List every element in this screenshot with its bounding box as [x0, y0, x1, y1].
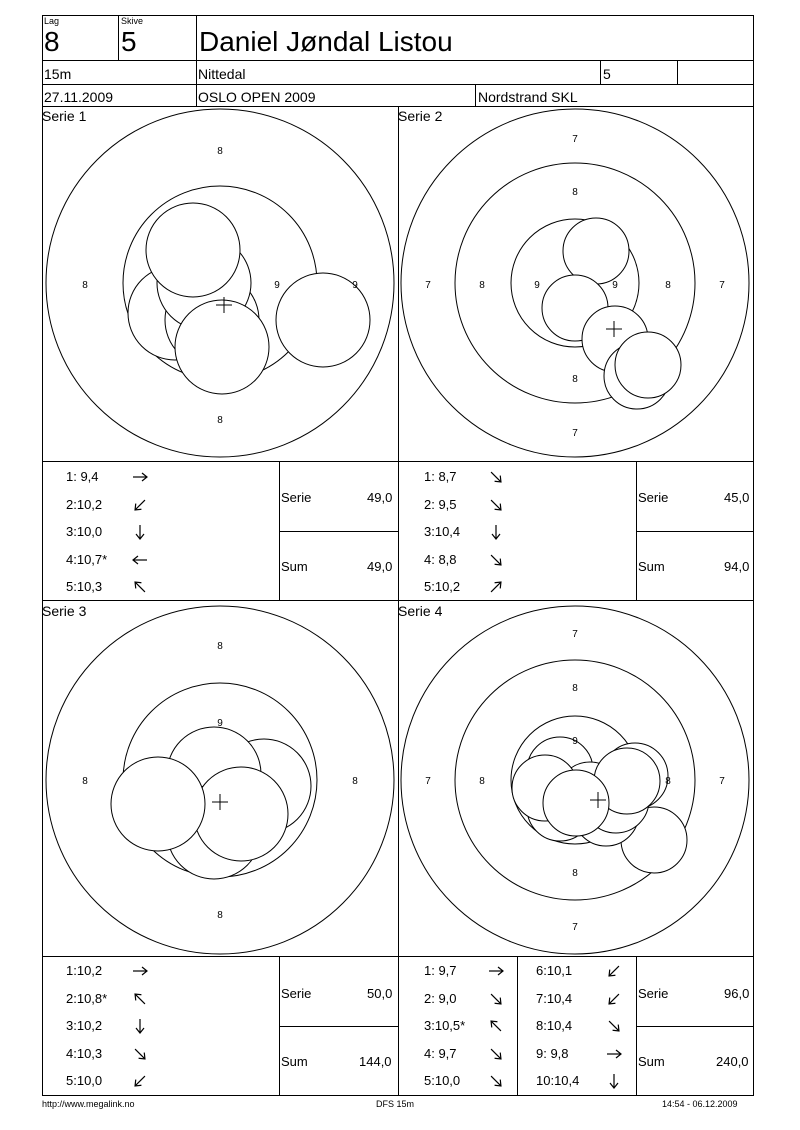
serie-label: Serie [638, 490, 669, 505]
date: 27.11.2009 [44, 89, 114, 105]
series-title: Serie 4 [398, 603, 443, 619]
direction-arrow-icon [130, 989, 150, 1009]
target-serie-1 [46, 109, 394, 457]
ring-number: 9 [534, 280, 540, 291]
shot-hole [194, 767, 288, 861]
ring-number: 8 [217, 641, 223, 652]
direction-arrow-icon [604, 961, 624, 981]
serie-label: Serie [638, 986, 669, 1001]
direction-arrow-icon [604, 989, 624, 1009]
sum-value: 49,0 [367, 559, 393, 574]
direction-arrow-icon [486, 577, 506, 597]
shot-score: 2:10,2 [66, 496, 103, 512]
shot-score: 1: 8,7 [424, 469, 457, 484]
ring-number: 7 [425, 280, 431, 291]
serie-value: 49,0 [367, 490, 393, 505]
shot-score: 1: 9,4 [66, 469, 99, 484]
serie-label: Serie [281, 986, 312, 1001]
ring-number: 9 [572, 736, 578, 747]
direction-arrow-icon [130, 495, 150, 515]
target-serie-4 [401, 606, 749, 954]
ring-number: 8 [479, 776, 485, 787]
footer-url[interactable]: http://www.megalink.no [42, 1099, 135, 1109]
direction-arrow-icon [130, 577, 150, 597]
sum-label: Sum [638, 559, 665, 574]
shot-hole [615, 332, 681, 398]
shot-score: 5:10,0 [66, 1073, 103, 1088]
direction-arrow-icon [130, 1071, 150, 1091]
shot-score: 5:10,2 [424, 579, 461, 594]
ring-number: 8 [572, 187, 578, 198]
shot-score: 2:10,8* [66, 990, 108, 1006]
direction-arrow-icon [130, 467, 150, 487]
ring-number: 8 [82, 776, 88, 787]
ring-number: 7 [572, 428, 578, 439]
organizer: Nordstrand SKL [478, 89, 578, 105]
ring-number: 8 [572, 868, 578, 879]
shot-hole [146, 203, 240, 297]
shot-score: 6:10,1 [536, 963, 573, 978]
club: Nittedal [198, 66, 246, 82]
serie-value: 96,0 [724, 986, 750, 1001]
sum-value: 94,0 [724, 559, 750, 574]
ring-number: 7 [425, 776, 431, 787]
ring-number: 8 [82, 280, 88, 291]
shot-score: 4: 8,8 [424, 551, 457, 567]
shot-score: 3:10,4 [424, 524, 461, 539]
sum-label: Sum [638, 1054, 665, 1069]
event-name: OSLO OPEN 2009 [198, 89, 316, 105]
serie-value: 50,0 [367, 986, 393, 1001]
shot-hole [543, 770, 609, 836]
ring-number: 8 [665, 776, 671, 787]
shot-score: 1:10,2 [66, 963, 103, 978]
direction-arrow-icon [130, 522, 150, 542]
direction-arrow-icon [486, 989, 506, 1009]
shooter-name: Daniel Jøndal Listou [199, 26, 453, 57]
ring-number: 9 [274, 280, 280, 291]
shot-score: 3:10,0 [66, 524, 103, 539]
lag-label: Lag [44, 16, 60, 26]
shot-score: 10:10,4 [536, 1073, 580, 1088]
ring-number: 7 [719, 776, 725, 787]
shot-hole [563, 218, 629, 284]
target-serie-2 [401, 109, 749, 457]
footer-timestamp: 14:54 - 06.12.2009 [662, 1099, 738, 1109]
sum-label: Sum [281, 1054, 308, 1069]
direction-arrow-icon [486, 1016, 506, 1036]
shot-hole [175, 300, 269, 394]
shot-score: 3:10,5* [424, 1018, 466, 1033]
ring-number: 8 [217, 415, 223, 426]
ring-number: 9 [217, 718, 223, 729]
distance: 15m [44, 66, 72, 82]
skive-label: Skive [121, 16, 144, 26]
shot-score: 4:10,3 [66, 1045, 103, 1061]
sum-label: Sum [281, 559, 308, 574]
series-title: Serie 1 [42, 108, 87, 124]
direction-arrow-icon [486, 1071, 506, 1091]
shot-score: 8:10,4 [536, 1018, 573, 1033]
shot-score: 2: 9,5 [424, 496, 457, 512]
shot-score: 3:10,2 [66, 1018, 103, 1033]
direction-arrow-icon [604, 1016, 624, 1036]
direction-arrow-icon [130, 550, 150, 570]
shot-score: 4:10,7* [66, 551, 108, 567]
ring-number: 7 [572, 134, 578, 145]
direction-arrow-icon [486, 467, 506, 487]
direction-arrow-icon [130, 1016, 150, 1036]
target-serie-3 [46, 606, 394, 954]
shot-score: 4: 9,7 [424, 1045, 457, 1061]
direction-arrow-icon [486, 550, 506, 570]
ring-number: 9 [612, 280, 618, 291]
shot-score: 1: 9,7 [424, 963, 457, 978]
direction-arrow-icon [604, 1071, 624, 1091]
shot-score: 5:10,3 [66, 579, 103, 594]
ring-number: 7 [719, 280, 725, 291]
series-title: Serie 2 [398, 108, 443, 124]
direction-arrow-icon [486, 495, 506, 515]
ring-number: 8 [665, 280, 671, 291]
direction-arrow-icon [130, 961, 150, 981]
ring-number: 9 [352, 280, 358, 291]
ring-number: 8 [572, 374, 578, 385]
shot-score: 7:10,4 [536, 990, 573, 1006]
lag-value: 8 [44, 26, 60, 57]
sum-value: 240,0 [716, 1054, 749, 1069]
shot-score: 2: 9,0 [424, 990, 457, 1006]
serie-value: 45,0 [724, 490, 750, 505]
sum-value: 144,0 [359, 1054, 392, 1069]
footer-program: DFS 15m [376, 1099, 415, 1109]
direction-arrow-icon [604, 1044, 624, 1064]
ring-number: 8 [479, 280, 485, 291]
direction-arrow-icon [486, 961, 506, 981]
ring-number: 8 [217, 910, 223, 921]
direction-arrow-icon [130, 1044, 150, 1064]
direction-arrow-icon [486, 522, 506, 542]
shot-score: 5:10,0 [424, 1073, 461, 1088]
ring-number: 8 [572, 683, 578, 694]
ring-number: 7 [572, 629, 578, 640]
serie-label: Serie [281, 490, 312, 505]
skive-value: 5 [121, 26, 137, 57]
ring-number: 7 [572, 922, 578, 933]
class-value: 5 [603, 66, 611, 82]
ring-number: 8 [352, 776, 358, 787]
direction-arrow-icon [486, 1044, 506, 1064]
series-title: Serie 3 [42, 603, 87, 619]
ring-number: 8 [217, 146, 223, 157]
shot-score: 9: 9,8 [536, 1045, 569, 1061]
shot-hole [111, 757, 205, 851]
